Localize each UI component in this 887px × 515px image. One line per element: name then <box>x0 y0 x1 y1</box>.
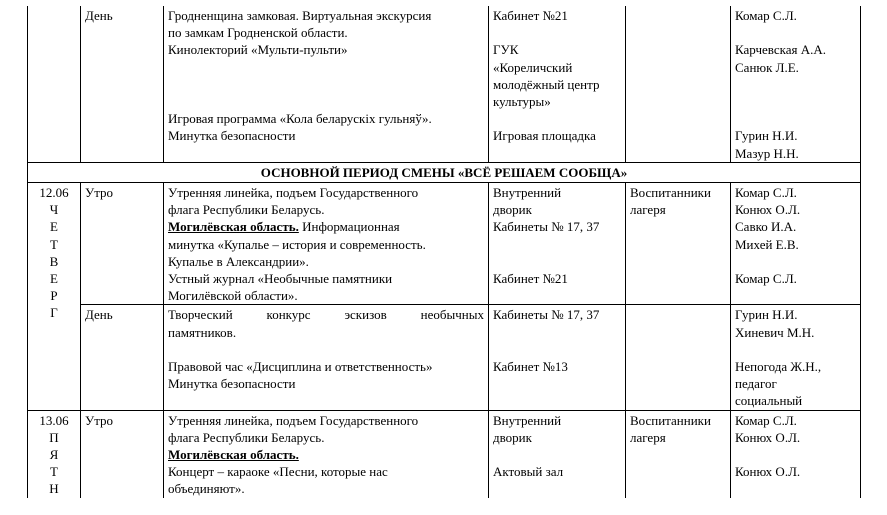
table-row <box>28 305 861 410</box>
section-row <box>28 162 861 182</box>
participants-cell <box>626 305 731 410</box>
responsible-cell: Гурин Н.И. Хиневич М.Н. Непогода Ж.Н., педагог социальный <box>731 305 861 410</box>
place-cell: Кабинеты № 17, 37 Кабинет №13 <box>489 305 626 410</box>
participants-cell <box>626 6 731 162</box>
table-row <box>28 183 861 305</box>
section-title: ОСНОВНОЙ ПЕРИОД СМЕНЫ «ВСЁ РЕШАЕМ СООБЩА» <box>28 162 861 182</box>
responsible-cell: Комар С.Л. Карчевская А.А. Санюк Л.Е. Гурин Н.И. Мазур Н.Н. <box>731 6 861 162</box>
table-row <box>28 6 861 162</box>
table-row <box>28 410 861 498</box>
date-cell: 12.06 Ч Е Т В Е Р Г <box>28 183 81 411</box>
time-cell: День <box>81 6 164 162</box>
activity-cell: Утренняя линейка, подъем Государственного флага Республики Беларусь. Могилёвская область. Концерт – караоке «Песни, которые нас объединяют». <box>164 410 489 498</box>
date-cell <box>28 6 81 162</box>
time-cell: День <box>81 305 164 410</box>
responsible-cell: Комар С.Л. Конюх О.Л. Савко И.А. Михей Е.В. Комар С.Л. <box>731 183 861 305</box>
region-title: Могилёвская область. <box>168 447 299 463</box>
place-cell: Кабинет №21 ГУК «Кореличский молодёжный центр культуры» Игровая площадка <box>489 6 626 162</box>
time-cell: Утро <box>81 410 164 498</box>
place-cell: Внутренний дворик Актовый зал <box>489 410 626 498</box>
region-title: Могилёвская область. <box>168 219 299 235</box>
place-cell: Внутренний дворик Кабинеты № 17, 37 Кабинет №21 <box>489 183 626 305</box>
activity-cell: Утренняя линейка, подъем Государственного флага Республики Беларусь. Могилёвская область. Информационная минутка «Купалье – история и современность. Купалье в Александрии». Устный журнал «Необычные памятники Могилёвской области». <box>164 183 489 305</box>
date-cell: 13.06 П Я Т Н <box>28 410 81 498</box>
activity-cell: Гродненщина замковая. Виртуальная экскурсия по замкам Гродненской области. Кинолекторий «Мульти-пульти» Игровая программа «Кола беларускіх гульняў». Минутка безопасности <box>164 6 489 162</box>
schedule-page <box>27 6 860 515</box>
participants-cell: Воспитанники лагеря <box>626 183 731 305</box>
responsible-cell: Комар С.Л. Конюх О.Л. Конюх О.Л. <box>731 410 861 498</box>
schedule-table <box>27 6 861 498</box>
participants-cell: Воспитанники лагеря <box>626 410 731 498</box>
activity-cell: Творческий конкурс эскизов необычных памятников. Правовой час «Дисциплина и ответственность» Минутка безопасности <box>164 305 489 410</box>
time-cell: Утро <box>81 183 164 305</box>
